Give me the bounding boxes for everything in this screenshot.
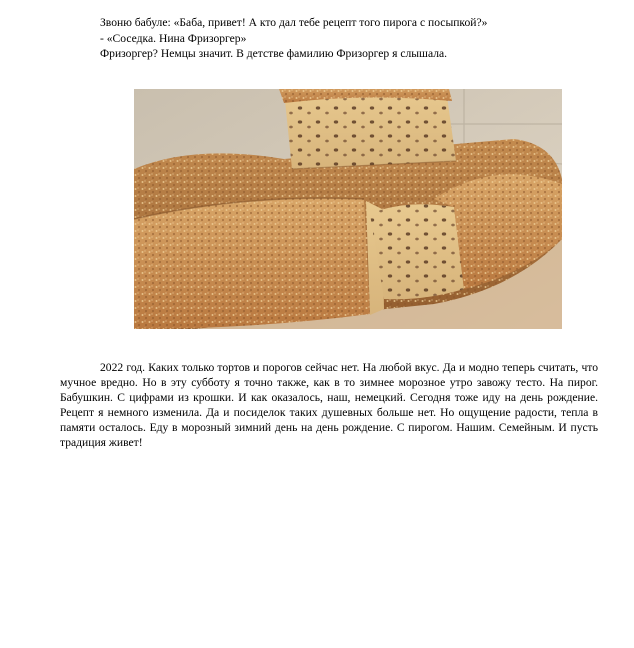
- dialog-line-3: Фризоргер? Немцы значит. В детстве фамилию Фризоргер я слышала.: [100, 47, 448, 60]
- story-paragraph: 2022 год. Каких только тортов и порогов сейчас нет. На любой вкус. Да и модно теперь считать, что мучное вредно. Но в эту субботу я точно также, как в то зимнее морозное утро завожу тесто. На пирог. Бабушкин. С цифрами из крошки. И как оказалось, наш, немецкий. Сегодня тоже иду на день рождение. Рецепт я немного изменила. Да и посиделок таких душевных больше нет. Но ощущение радости, тепла в памяти осталось. Еду в морозный зимний день на день рождение. С пирогом. Нашим. Семейным. И пусть традиция живет!: [60, 361, 598, 449]
- cake-photo: [134, 89, 562, 329]
- dialog-line-2: - «Соседка. Нина Фризоргер»: [100, 31, 247, 45]
- dialog-block: [100, 15, 620, 62]
- crumb-cake-icon: [134, 89, 562, 329]
- dialog-line-1: Звоню бабуле: «Баба, привет! А кто дал тебе рецепт того пирога с посыпкой?»: [100, 16, 488, 29]
- story-block: [60, 360, 598, 450]
